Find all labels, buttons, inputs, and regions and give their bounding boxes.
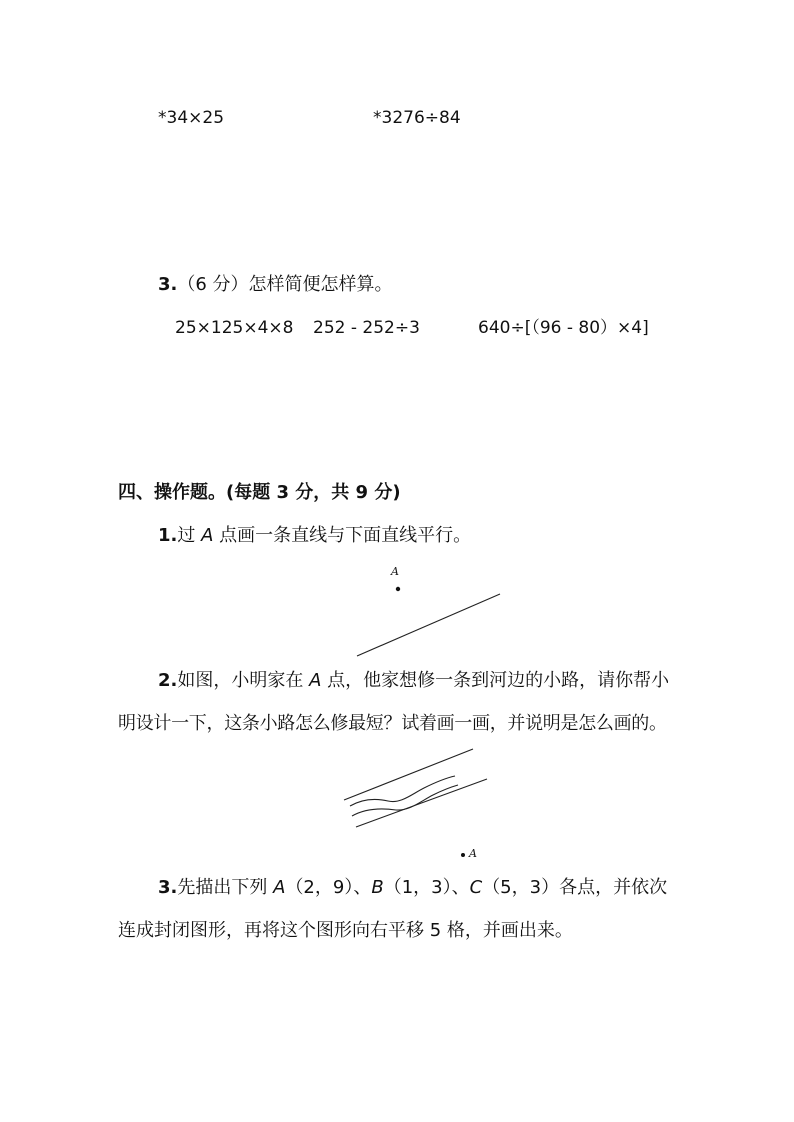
op-q3-point-a: A [273,877,286,898]
op-q2-line-1-after: 点，他家想修一条到河边的小路，请你帮小 [321,670,670,691]
q2-figure-label-a: A [469,847,477,860]
q2-point-a [461,853,465,857]
op-q3-line-1 [158,876,667,900]
q3-expr-3: 640÷[（96 - 80）×4] [478,318,649,338]
op-q3-line-1-a: 先描出下列 [177,877,274,898]
op-q1-after: 点画一条直线与下面直线平行。 [213,525,472,546]
op-q3-point-c: C [469,877,483,898]
op-q2-line-1 [158,669,669,693]
op-q3-number: 3. [158,877,178,898]
op-q3-line-1-b: （2，9）、 [285,877,372,898]
op-q2-number: 2. [158,670,178,691]
calc-item-34x25: *34×25 [158,108,225,128]
q2-river-bank-upper [344,749,473,800]
q1-given-line [357,594,500,656]
calc-item-3276div84: *3276÷84 [373,108,461,128]
op-q1-before: 过 [177,525,202,546]
section-4-heading: 四、操作题。(每题 3 分，共 9 分) [118,482,401,503]
op-q2-line-1-before: 如图，小明家在 [177,670,310,691]
q2-river-wave-2 [352,785,458,816]
q3-expr-1: 25×125×4×8 [175,318,294,338]
q3-expr-2: 252 - 252÷3 [313,318,420,338]
op-q2-line-2: 明设计一下，这条小路怎么修最短？试着画一画，并说明是怎么画的。 [118,713,667,734]
op-q1-number: 1. [158,525,178,546]
q3-number: 3. [158,274,178,295]
q2-river-bank-lower [356,779,487,827]
q3-text: （6 分）怎样简便怎样算。 [177,274,393,295]
op-q1-point: A [201,525,214,546]
op-q3-line-1-d: （5，3）各点，并依次 [482,877,668,898]
op-q3-point-b: B [371,877,384,898]
q1-point-a [396,587,400,591]
op-q2-point: A [309,670,322,691]
op-q3-line-1-c: （1，3）、 [383,877,470,898]
q1-figure-label-a: A [391,565,399,578]
op-q3-line-2: 连成封闭图形，再将这个图形向右平移 5 格，并画出来。 [118,920,573,941]
